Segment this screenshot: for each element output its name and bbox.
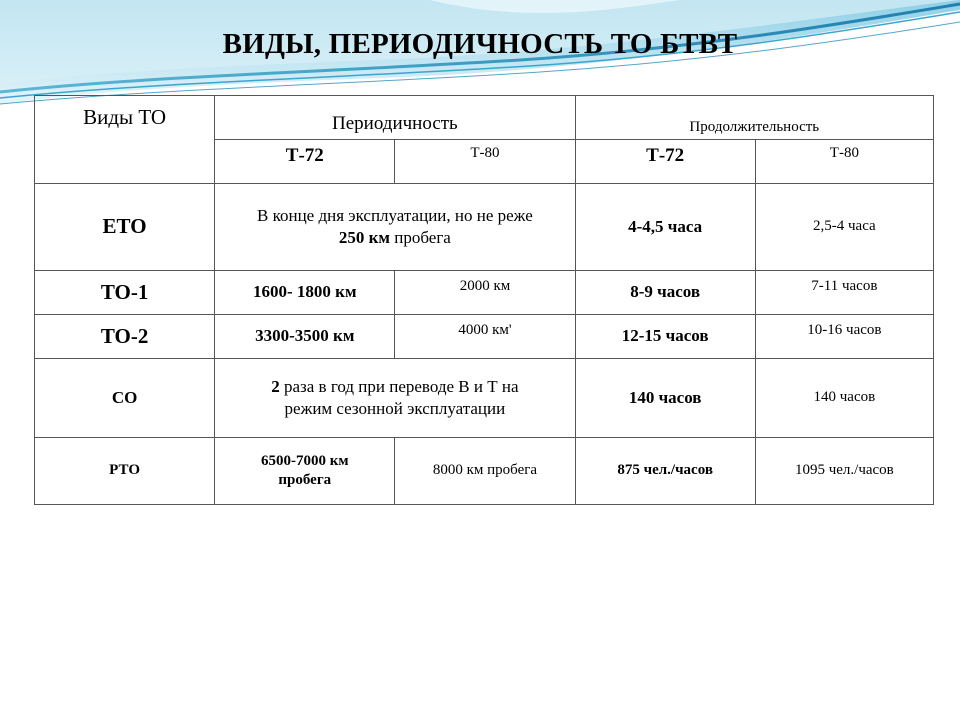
row-type: РТО [35, 438, 215, 505]
row-per-t80: 2000 км [395, 271, 575, 315]
row-dur-t80: 10-16 часов [755, 315, 933, 359]
row-per-t72: 3300-3500 км [215, 315, 395, 359]
row-period [215, 359, 575, 438]
row-per-t72 [215, 438, 395, 505]
header-t72-duration: Т-72 [575, 140, 755, 184]
row-dur-t72: 12-15 часов [575, 315, 755, 359]
row-per-t72: 1600- 1800 км [215, 271, 395, 315]
period-text: режим сезонной эксплуатации [284, 399, 506, 418]
row-dur-t80: 2,5-4 часа [755, 184, 933, 271]
header-periodicity: Периодичность [215, 96, 575, 140]
header-t72-period: Т-72 [215, 140, 395, 184]
row-dur-t80: 140 часов [755, 359, 933, 438]
header-t80-period: Т-80 [395, 140, 575, 184]
row-period [215, 184, 575, 271]
period-bold: 2 [271, 376, 280, 396]
per-line: 6500-7000 км [260, 452, 349, 469]
table-row [35, 315, 934, 359]
row-dur-t72: 140 часов [575, 359, 755, 438]
header-duration: Продолжительность [575, 96, 933, 140]
row-type: СО [35, 359, 215, 438]
row-dur-t72: 875 чел./часов [575, 438, 755, 505]
per-line: пробега [278, 472, 332, 488]
table-row [35, 271, 934, 315]
table-row [35, 359, 934, 438]
row-dur-t72: 8-9 часов [575, 271, 755, 315]
header-types: Виды ТО [35, 96, 215, 184]
row-dur-t80: 7-11 часов [755, 271, 933, 315]
period-text: В конце дня эксплуатации, но не реже [256, 205, 533, 225]
header-t80-duration: Т-80 [755, 140, 933, 184]
row-type: ЕТО [35, 184, 215, 271]
row-type: ТО-1 [35, 271, 215, 315]
period-bold: 250 км [338, 228, 391, 247]
row-dur-t80: 1095 чел./часов [755, 438, 933, 505]
slide-title: ВИДЫ, ПЕРИОДИЧНОСТЬ ТО БТВТ [222, 28, 738, 60]
row-per-t80: 8000 км пробега [395, 438, 575, 505]
table-row [35, 438, 934, 505]
row-type: ТО-2 [35, 315, 215, 359]
maintenance-table [34, 95, 934, 505]
row-per-t80: 4000 км' [395, 315, 575, 359]
period-text: пробега [390, 228, 451, 247]
period-text: раза в год при переводе В и Т на [279, 376, 519, 396]
row-dur-t72: 4-4,5 часа [575, 184, 755, 271]
table-row [35, 184, 934, 271]
